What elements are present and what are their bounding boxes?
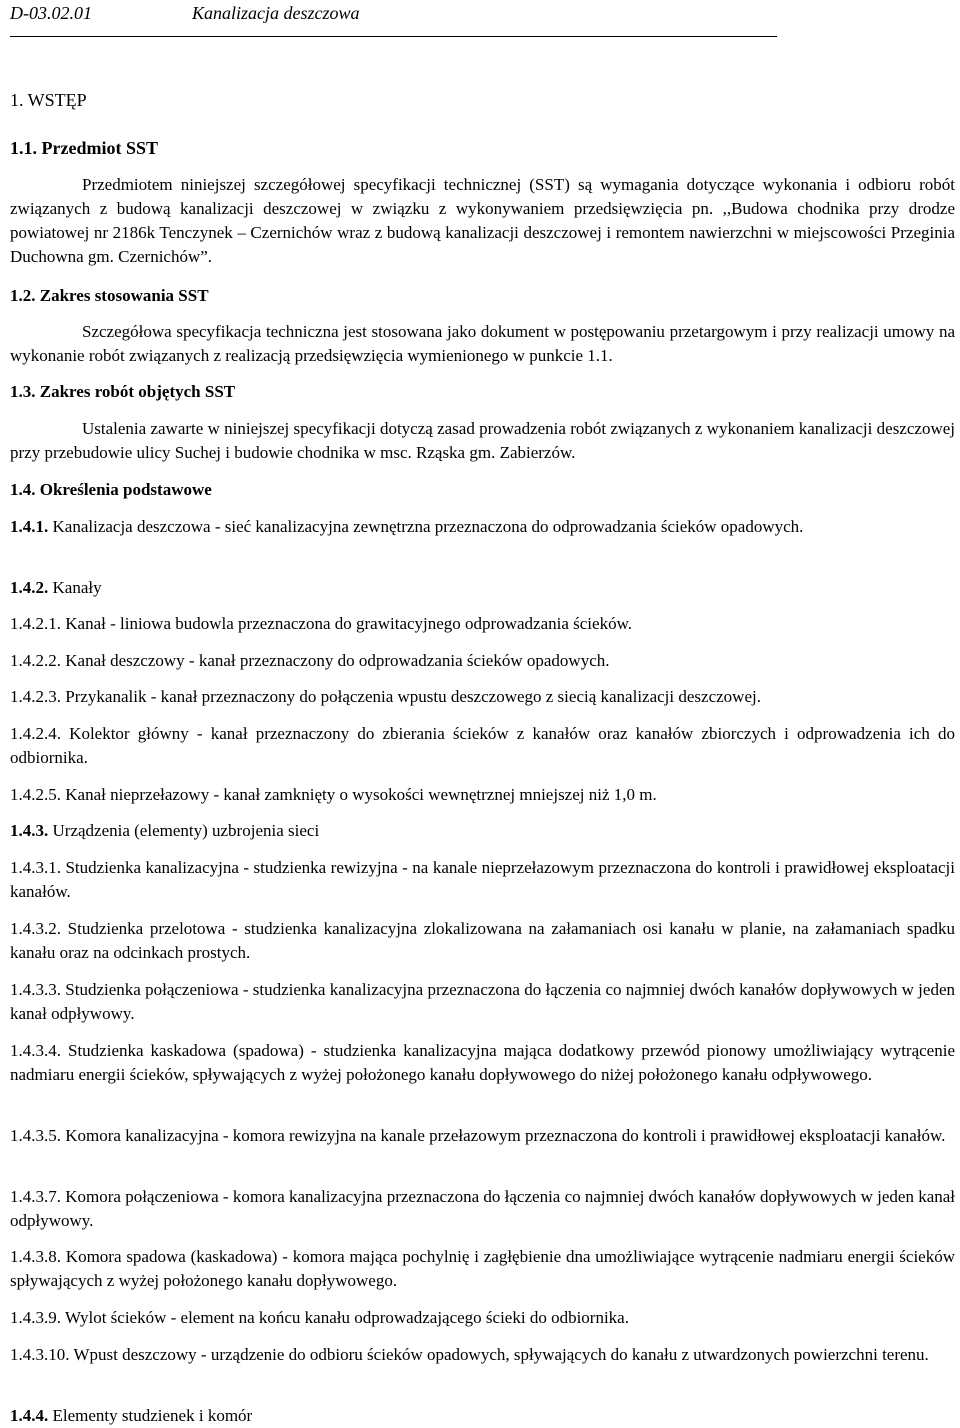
definition-text: Kanał deszczowy - kanał przeznaczony do odprowadzania ścieków opadowych.: [61, 651, 610, 670]
definition-text: Komora kanalizacyjna - komora rewizyjna na kanale przełazowym przeznaczona do kontroli i prawidłowej eksploatacji kanałów.: [61, 1126, 946, 1145]
definition-text: Przykanalik - kanał przeznaczony do połączenia wpustu deszczowego z siecią kanalizacji deszczowej.: [61, 687, 761, 706]
definition-1-4-2-3: [10, 685, 955, 709]
definition-1-4-3-5: [10, 1124, 955, 1148]
definition-text: Urządzenia (elementy) uzbrojenia sieci: [48, 821, 320, 840]
definition-1-4-2-2: [10, 649, 955, 673]
definition-number: 1.4.3.3.: [10, 980, 61, 999]
definition-1-4-4: [10, 1404, 955, 1428]
section-paragraph-1-1: Przedmiotem niniejszej szczegółowej specyfikacji technicznej (SST) są wymagania dotyczące wykonania i odbioru robót związanych z budową kanalizacji deszczowej w związku z wykonywaniem przedsięwzięcia pn. ,,Budowa chodnika przy drodze powiatowej nr 2186k Tenczynek – Czernichów wraz z budową kanalizacji deszczowej i remontem nawierzchni w miejscowości Przeginia Duchowna gm. Czernichów”.: [10, 175, 955, 266]
definition-text: Studzienka połączeniowa - studzienka kanalizacyjna przeznaczona do łączenia co najmniej dwóch kanałów dopływowych w jeden kanał odpływowy.: [10, 980, 955, 1023]
definition-1-4-3: [10, 819, 955, 843]
section-paragraph-1-2: Szczegółowa specyfikacja techniczna jest stosowana jako dokument w postępowaniu przetargowym i przy realizacji umowy na wykonanie robót związanych z realizacją przedsięwzięcia wymienionego w punkcie 1.1.: [10, 322, 955, 365]
definition-1-4-3-7: [10, 1185, 955, 1233]
page-header: [10, 1, 777, 37]
document-code: D-03.02.01: [10, 3, 92, 23]
definition-number: 1.4.3.5.: [10, 1126, 61, 1145]
definition-number: 1.4.3.2.: [10, 919, 61, 938]
definition-1-4-3-1: [10, 856, 955, 904]
definition-text: Kanał - liniowa budowla przeznaczona do grawitacyjnego odprowadzania ścieków.: [61, 614, 633, 633]
definition-1-4-2-1: [10, 612, 955, 636]
section-heading-1-4: 1.4. Określenia podstawowe: [10, 480, 212, 499]
definition-number: 1.4.2.2.: [10, 651, 61, 670]
definition-text: Kanały: [48, 578, 102, 597]
definition-1-4-3-4: [10, 1039, 955, 1087]
definition-number: 1.4.2.1.: [10, 614, 61, 633]
definition-number: 1.4.2.3.: [10, 687, 61, 706]
section-paragraph-1-3: Ustalenia zawarte w niniejszej specyfikacji dotyczą zasad prowadzenia robót związanych z wykonaniem kanalizacji deszczowej przy przebudowie ulicy Suchej i budowie chodnika w msc. Rząska gm. Zabierzów.: [10, 419, 955, 462]
definition-number: 1.4.4.: [10, 1406, 49, 1425]
section-heading-1: 1. WSTĘP: [10, 90, 87, 110]
definition-1-4-2-5: [10, 783, 955, 807]
definition-1-4-1: [10, 515, 955, 539]
definition-1-4-3-9: [10, 1306, 955, 1330]
definition-number: 1.4.3.4.: [10, 1041, 61, 1060]
definition-1-4-2-4: [10, 722, 955, 770]
definition-number: 1.4.3.9.: [10, 1308, 61, 1327]
document-title: Kanalizacja deszczowa: [192, 3, 360, 23]
definition-1-4-3-3: [10, 978, 955, 1026]
definition-text: Elementy studzienek i komór: [48, 1406, 253, 1425]
definition-1-4-3-2: [10, 917, 955, 965]
definition-text: Wpust deszczowy - urządzenie do odbioru ścieków opadowych, spływających do kanału z utwardzonych powierzchni terenu.: [69, 1345, 929, 1364]
definition-text: Kolektor główny - kanał przeznaczony do zbierania ścieków z kanałów oraz kanałów zbiorczych i odprowadzenia ich do odbiornika.: [10, 724, 955, 767]
section-heading-1-2: 1.2. Zakres stosowania SST: [10, 286, 209, 305]
definition-number: 1.4.2.5.: [10, 785, 61, 804]
definition-text: Studzienka kanalizacyjna - studzienka rewizyjna - na kanale nieprzełazowym przeznaczona do kontroli i prawidłowej eksploatacji kanałów.: [10, 858, 955, 901]
definition-text: Komora spadowa (kaskadowa) - komora mająca pochylnię i zagłębienie dna umożliwiające wytrącenie nadmiaru energii ścieków spływających z wyżej położonego kanału dopływowego.: [10, 1247, 955, 1290]
definition-number: 1.4.3.7.: [10, 1187, 61, 1206]
section-heading-1-3: 1.3. Zakres robót objętych SST: [10, 382, 236, 401]
definition-number: 1.4.3.10.: [10, 1345, 70, 1364]
definition-text: Kanał nieprzełazowy - kanał zamknięty o wysokości wewnętrznej mniejszej niż 1,0 m.: [61, 785, 657, 804]
definition-text: Komora połączeniowa - komora kanalizacyjna przeznaczona do łączenia co najmniej dwóch kanałów dopływowych w jeden kanał odpływowy.: [10, 1187, 956, 1230]
definition-text: Kanalizacja deszczowa - sieć kanalizacyjna zewnętrzna przeznaczona do odprowadzania ścieków opadowych.: [48, 517, 804, 536]
section-heading-1-1: 1.1. Przedmiot SST: [10, 138, 158, 158]
definition-number: 1.4.2.4.: [10, 724, 61, 743]
definition-number: 1.4.2.: [10, 578, 49, 597]
definition-number: 1.4.1.: [10, 517, 49, 536]
definition-text: Wylot ścieków - element na końcu kanału odprowadzającego ścieki do odbiornika.: [61, 1308, 629, 1327]
definition-text: Studzienka kaskadowa (spadowa) - studzienka kanalizacyjna mająca dodatkowy przewód pionowy umożliwiający wytrącenie nadmiaru energii ścieków, spływających z wyżej położonego kanału dopływowego do niżej położonego kanału odpływowego.: [10, 1041, 955, 1084]
definition-text: Studzienka przelotowa - studzienka kanalizacyjna zlokalizowana na załamaniach osi kanału w planie, na załamaniach spadku kanału oraz na odcinkach prostych.: [10, 919, 955, 962]
definition-number: 1.4.3.1.: [10, 858, 61, 877]
definition-1-4-2: [10, 576, 955, 600]
definition-number: 1.4.3.: [10, 821, 49, 840]
definition-number: 1.4.3.8.: [10, 1247, 61, 1266]
definition-1-4-3-10: [10, 1343, 955, 1367]
definition-1-4-3-8: [10, 1245, 955, 1293]
